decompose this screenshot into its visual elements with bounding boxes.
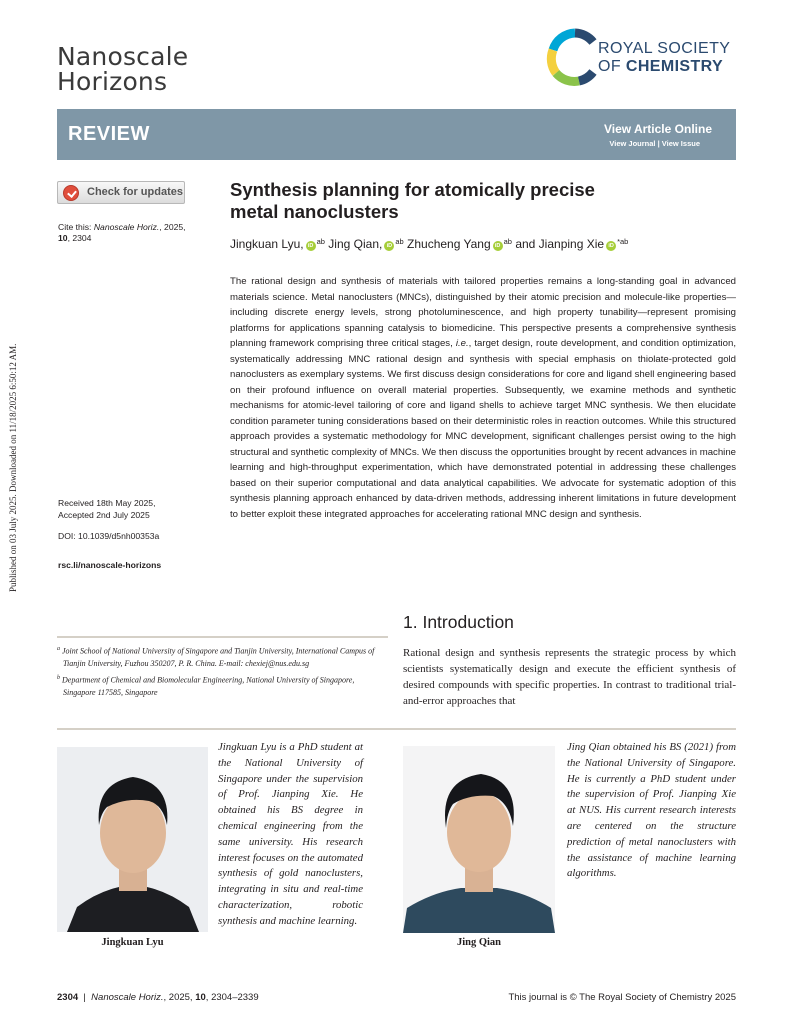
affiliation-item [57, 643, 388, 671]
affiliation-mark: b [57, 674, 60, 681]
view-journal-issue-links[interactable]: View Journal | View Issue [609, 139, 700, 148]
affiliation-text: Joint School of National University of Singapore and Tianjin University, International Campus of Tianjin University, Fuzhou 350207, P. R. China. E-mail: chexiej@nus.edu.sg [62, 646, 375, 669]
article-type-banner [57, 109, 736, 160]
author-affiliation-mark: ab [503, 237, 512, 246]
orcid-icon[interactable]: iD [384, 241, 394, 251]
accepted-date: Accepted 2nd July 2025 [58, 510, 150, 520]
publisher-line2 [598, 58, 730, 76]
journal-title-line1: Nanoscale [57, 42, 189, 71]
journal-title [57, 44, 188, 94]
footer-separator: | [83, 992, 86, 1003]
portrait-icon [403, 746, 555, 933]
affiliation-mark: a [57, 646, 60, 652]
abstract-part2: , target design, route development, and condition optimization, systematically addressing MNC rational design and synthesis with special emphasis on thiolate-protected gold nanoclusters as exemplary systems. We first discuss design considerations for core and ligand shell engineering based on their profound influence on overall material properties. Subsequently, we examine methods and synthetic mechanisms for atomic-level tailoring of core and ligand shells to achieve target MNC synthesis. We then elucidate condition parameter tuning considerations based on their deterministic roles in reaction outcomes. While this structured approach provides a systematic methodology for MNC development, significant challenges persist owing to the high structural and synthetic complexity of MNCs. We then discuss the opportunities brought by recent advances in machine learning and high-throughput experimentation, which have demonstrated potential in addressing these challenges based on their superior computational and data analytical capabilities. We advocate for systematic adoption of this synthesis planning approach enhanced by data-driven methods, addressing inherent limitations in future development to better exploit these integrated approaches for accelerating rational MNC design and synthesis. [230, 338, 737, 520]
abstract [230, 274, 736, 522]
article-type: REVIEW [68, 123, 150, 145]
author-affiliation-mark: ab [316, 237, 325, 246]
received-date: Received 18th May 2025, [58, 498, 156, 508]
affiliation-text: Department of Chemical and Biomolecular Engineering, National University of Singapore, Singapore 117585, Singapore [62, 675, 355, 697]
affiliations [57, 643, 388, 700]
check-updates-icon [63, 185, 79, 201]
affiliation-divider [57, 636, 388, 638]
author-name[interactable]: Zhucheng Yang [407, 237, 491, 251]
publisher-of: OF [598, 58, 626, 75]
article-title-line2: metal nanoclusters [230, 201, 399, 222]
view-article-online-link[interactable]: View Article Online [603, 122, 712, 136]
cite-volume: 10 [58, 233, 68, 243]
footer-citation [57, 992, 259, 1003]
cite-journal: Nanoscale Horiz. [93, 222, 160, 232]
portrait-icon [57, 747, 208, 932]
footer-journal: Nanoscale Horiz. [91, 992, 164, 1003]
introduction-text: Rational design and synthesis represents the strategic process by which scientists systematically design and execute the efficient synthesis of desired compounds with specific properties. In contrast to traditional trial-and-error approaches that [403, 647, 736, 707]
cite-prefix: Cite this: [58, 222, 94, 232]
footer-year: , 2025, [163, 992, 193, 1003]
author-name[interactable]: and Jianping Xie [515, 237, 605, 251]
footer-pages: , 2304–2339 [205, 992, 259, 1003]
footer-volume: 10 [195, 992, 206, 1003]
biography-text: Jingkuan Lyu is a PhD student at the National University of Singapore under the supervision of Prof. Jianping Xie. He obtained his BS degree in chemical engineering from the same university. His research interest focuses on the automated synthesis of gold nanoclusters, integrating in situ and real-time characterization, robotic synthesis and machine learning. [218, 741, 363, 927]
publisher-line1: ROYAL SOCIETY [598, 40, 731, 57]
orcid-icon[interactable]: iD [493, 241, 503, 251]
biography-name: Jingkuan Lyu [101, 937, 164, 948]
journal-title-line2: Horizons [57, 67, 168, 96]
author-name[interactable]: Jingkuan Lyu, [230, 237, 304, 251]
check-for-updates-button[interactable] [57, 181, 185, 204]
abstract-part1: The rational design and synthesis of materials with tailored properties remains a long-standing goal in advanced materials science. Metal nanoclusters (MNCs), distinguished by their atomic precision and molecule-like properties—including discrete energy levels, strong photoluminescence, and high property tunability—represent promising platforms for applications spanning catalysis to biomedicine. This perspective presents a comprehensive synthesis planning framework comprising three critical stages, [230, 276, 736, 349]
cite-rest: , 2025, [159, 222, 186, 232]
abstract-ie: i.e. [455, 338, 469, 349]
biography-name: Jing Qian [456, 937, 502, 948]
cite-pages: , 2304 [67, 233, 92, 243]
publisher-name [598, 40, 730, 76]
author-affiliation-mark: *ab [617, 237, 629, 246]
journal-url[interactable]: rsc.li/nanoscale-horizons [58, 560, 162, 570]
footer-copyright: This journal is © The Royal Society of Chemistry 2025 [508, 992, 736, 1003]
footer-page-number: 2304 [57, 992, 79, 1003]
publisher-chemistry: CHEMISTRY [625, 58, 724, 75]
download-note-text: Published on 03 July 2025. Downloaded on 11/18/2025 6:50:12 AM. [8, 343, 18, 592]
doi[interactable]: DOI: 10.1039/d5nh00353a [58, 531, 160, 541]
introduction-heading: 1. Introduction [403, 612, 514, 632]
biography-divider [57, 728, 736, 730]
author-list [230, 237, 628, 251]
author-photo-jingkuan-lyu [57, 747, 208, 932]
orcid-icon[interactable]: iD [306, 241, 316, 251]
cite-this [58, 222, 208, 244]
download-note [5, 297, 19, 597]
affiliation-item [57, 672, 388, 700]
biography-text: Jing Qian obtained his BS (2021) from the National University of Singapore. He is currently a PhD student under the supervision of Prof. Jianping Xie at NUS. His current research interests are centered on the structure prediction of metal nanoclusters with the assistance of machine learning algorithms. [567, 741, 736, 880]
author-affiliation-mark: ab [395, 237, 404, 246]
author-photo-jing-qian [403, 746, 555, 933]
check-for-updates-label: Check for updates [87, 186, 183, 198]
author-name[interactable]: Jing Qian, [328, 237, 383, 251]
article-title [230, 179, 730, 223]
orcid-icon[interactable]: iD [606, 241, 616, 251]
article-title-line1: Synthesis planning for atomically precise [230, 179, 595, 200]
